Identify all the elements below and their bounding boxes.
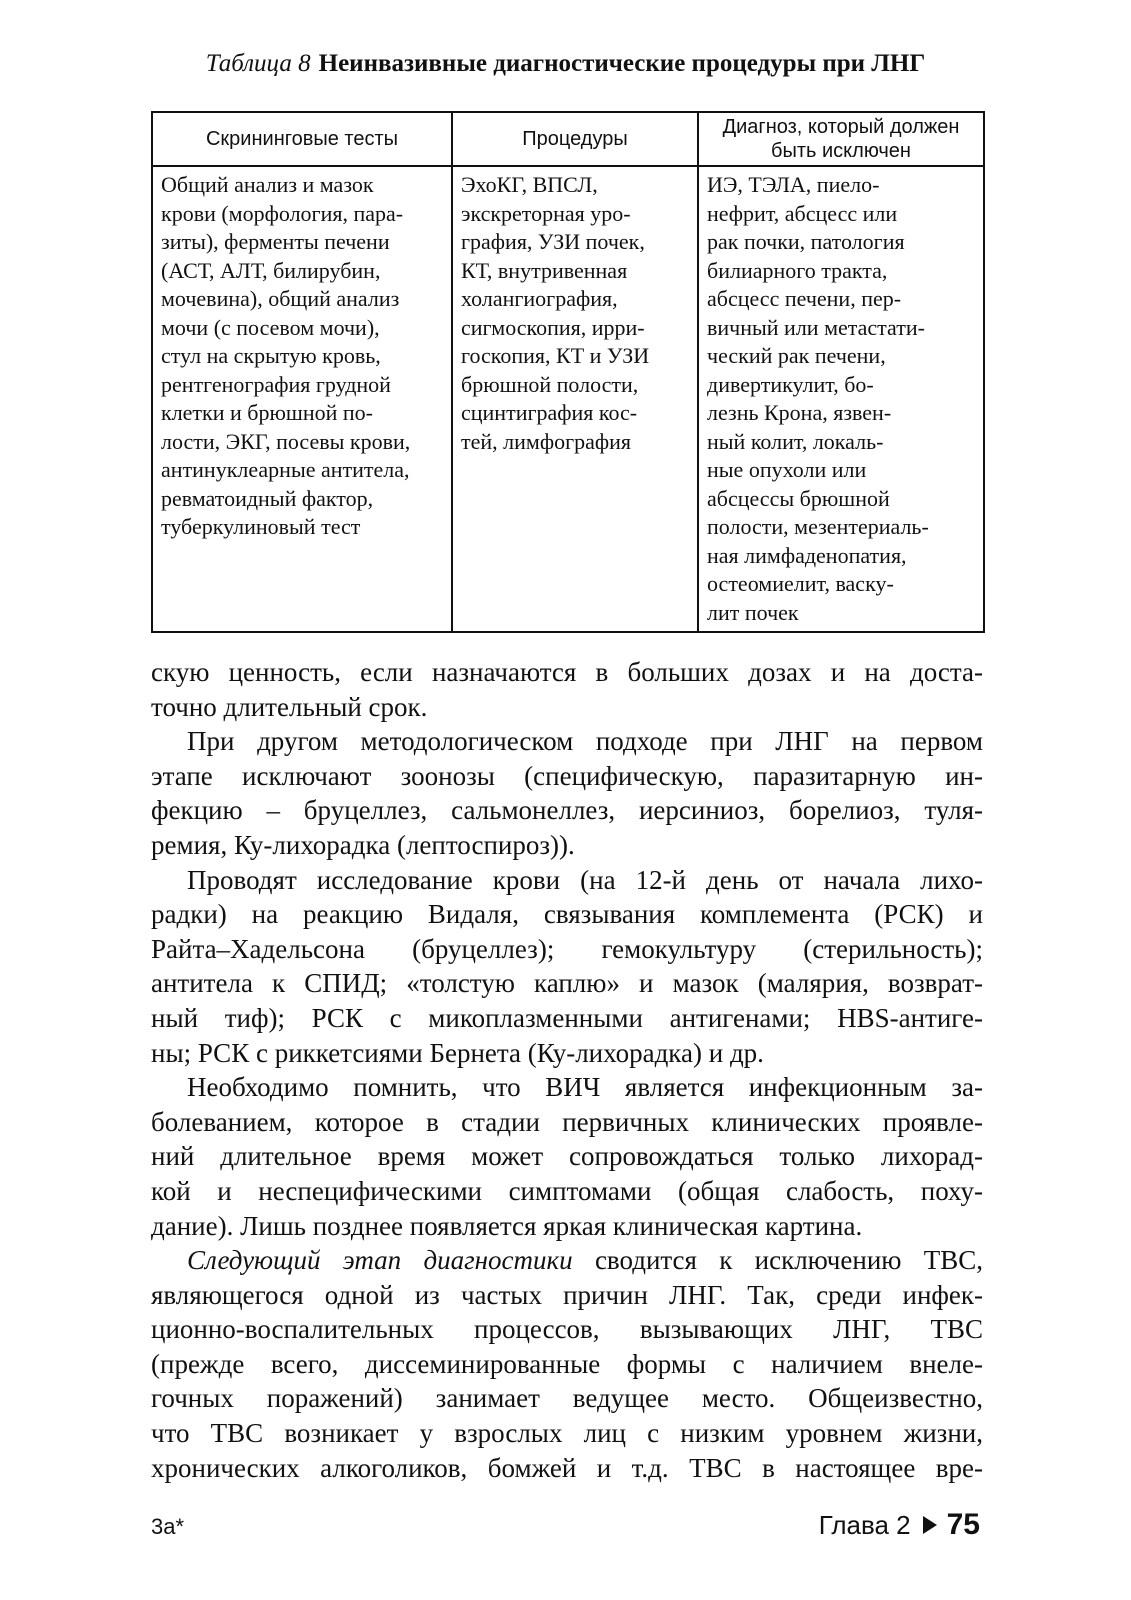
text-line: ремия, Ку-лихорадка (лептоспироз)). [151,829,575,860]
cell-line: лит почек [707,599,799,625]
cell-screening-tests [152,166,452,632]
cell-line: дивертикулит, бо- [707,371,874,397]
table-caption-title: Неинвазивные диагностические процедуры при ЛНГ [318,50,926,77]
cell-line: туберкулиновый тест [161,514,361,539]
header-screening-tests: Скрининговые тесты [152,112,452,166]
cell-line: экскреторная уро- [461,200,631,226]
cell-line: полости, мезентериаль- [707,514,929,539]
table-header-row [152,112,984,166]
text-line [151,1243,983,1278]
chapter-label: Глава 2 [818,1509,911,1540]
paragraph-5 [151,1243,983,1485]
table-caption [0,50,1131,78]
cell-procedures [452,166,698,632]
cell-line: зиты), ферменты печени [161,229,390,254]
paragraph-2 [151,724,983,862]
text-line: ны; РСК с риккетсиями Бернета (Ку-лихорадка) и др. [151,1037,764,1068]
cell-line: абсцесс печени, пер- [707,286,902,311]
diagnostic-table-wrapper [151,111,983,633]
cell-line: ческий рак печени, [707,343,886,368]
page-number: 75 [946,1508,980,1541]
cell-line: ные опухоли или [707,457,867,482]
text-line: болеванием, которое в стадии первичных клинических проявле- [151,1106,983,1137]
cell-line: нефрит, абсцесс или [707,200,898,226]
cell-line: лезнь Крона, язвен- [707,400,892,425]
text-line: (прежде всего, диссеминированные формы с наличием внеле- [151,1348,983,1379]
body-text [151,655,983,1485]
header-procedures: Процедуры [452,112,698,166]
header-diagnosis-excluded: Диагноз, который должен быть исключен [698,112,984,166]
cell-line: тей, лимфография [461,428,632,454]
cell-line: ИЭ, ТЭЛА, пиело- [707,172,880,197]
text-line: фекцию – бруцеллез, сальмонеллез, иерсиниоз, борелиоз, туля- [151,795,983,826]
cell-line: абсцессы брюшной [707,485,890,511]
cell-line: билиарного тракта, [707,257,888,283]
cell-line: мочи (с посевом мочи), [161,314,380,340]
cell-line: ная лимфаденопатия, [707,542,907,568]
table-row [152,166,984,632]
cell-line: Общий анализ и мазок [161,172,374,197]
paragraph-4 [151,1070,983,1243]
text-line: ционно-воспалительных процессов, вызывающих ЛНГ, ТВС [151,1314,983,1345]
cell-line: вичный или метастати- [707,314,925,340]
cell-line: графия, УЗИ почек, [461,229,645,254]
cell-line: госкопия, КТ и УЗИ [461,343,650,368]
cell-line: ный колит, локаль- [707,428,884,454]
text-line: являющегося одной из частых причин ЛНГ. Так, среди инфек- [151,1279,983,1310]
triangle-right-icon [923,1516,937,1534]
text-line: гочных поражений) занимает ведущее место. Общеизвестно, [151,1383,983,1414]
text-line: скую ценность, если назначаются в больших дозах и на доста- [151,657,983,687]
text-line: Необходимо помнить, что ВИЧ является инфекционным за- [187,1072,983,1103]
cell-line: остеомиелит, васку- [707,571,894,596]
cell-line: антинуклеарные антитела, [161,457,410,482]
paragraph-3 [151,863,983,1071]
text-line: Проводят исследование крови (на 12-й день от начала лихо- [187,864,983,895]
text-line: дание). Лишь позднее появляется яркая клиническая картина. [151,1210,863,1241]
cell-line: сцинтиграфия кос- [461,400,638,425]
paragraph-1 [151,655,983,724]
text-line: радки) на реакцию Видаля, связывания комплемента (РСК) и [151,899,983,930]
text-line: ний длительное время может сопровождаться только лихорад- [151,1141,983,1172]
text-line: антитела к СПИД; «толстую каплю» и мазок (малярия, возврат- [151,968,983,999]
cell-line: холангиография, [461,286,618,311]
cell-line: рентгенография грудной [161,371,391,397]
page-footer [819,1508,980,1542]
text-line: При другом методологическом подходе при ЛНГ на первом [187,726,983,757]
text-line: кой и неспецифическими симптомами (общая слабость, поху- [151,1175,983,1206]
cell-line: КТ, внутривенная [461,257,628,283]
paragraph-lead-italic: Следующий этап диагностики [187,1245,573,1276]
cell-line: мочевина), общий анализ [161,286,400,311]
paragraph-lead-rest: сводится к исключению ТВС, [572,1245,983,1276]
table-caption-label: Таблица 8 [205,50,311,77]
cell-line: (АСТ, АЛТ, билирубин, [161,257,381,283]
cell-diagnosis-excluded [698,166,984,632]
diagnostic-table [151,111,985,633]
text-line: ный тиф); РСК с микоплазменными антигенами; HBS-антиге- [151,1002,983,1033]
cell-line: клетки и брюшной по- [161,400,373,425]
text-line: Райта–Хадельсона (бруцеллез); гемокультуру (стерильность); [151,933,983,964]
text-line: этапе исключают зоонозы (специфическую, паразитарную ин- [151,760,983,791]
text-line: хронических алкоголиков, бомжей и т.д. ТВС в настоящее вре- [151,1452,983,1483]
cell-line: лости, ЭКГ, посевы крови, [161,428,411,454]
cell-line: ревматоидный фактор, [161,485,374,511]
text-line: что ТВС возникает у взрослых лиц с низким уровнем жизни, [151,1418,983,1449]
cell-line: крови (морфология, пара- [161,200,404,226]
cell-line: рак почки, патология [707,229,905,254]
signature-mark: 3а* [151,1514,185,1539]
cell-line: ЭхоКГ, ВПСЛ, [461,172,598,197]
cell-line: сигмоскопия, ирри- [461,314,645,340]
cell-line: стул на скрытую кровь, [161,343,381,368]
text-line: точно длительный срок. [151,691,428,722]
cell-line: брюшной полости, [461,371,639,397]
